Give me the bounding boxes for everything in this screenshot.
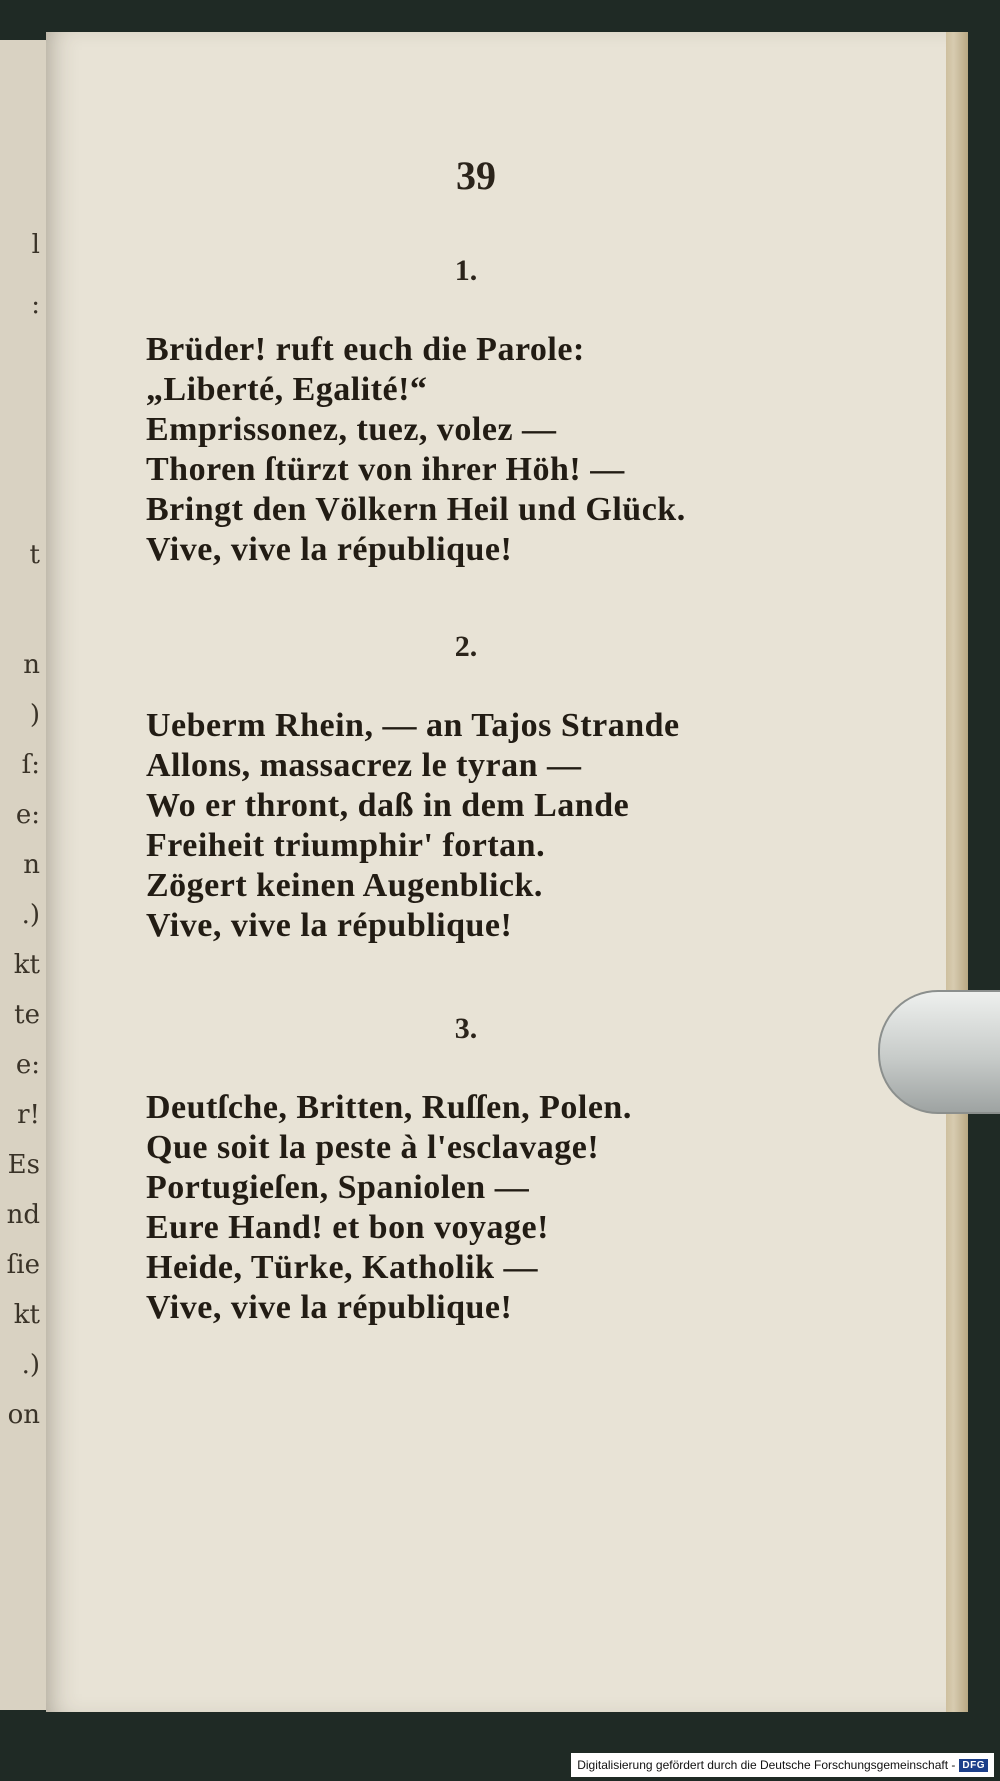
left-fragment: ) [29, 700, 40, 730]
left-fragment: Es [7, 1150, 40, 1180]
digitization-credit [571, 1753, 994, 1777]
left-fragment: ſie [6, 1250, 40, 1280]
verse-line: Freiheit triumphir' fortan. [146, 827, 546, 864]
dfg-logo: DFG [959, 1759, 988, 1772]
stanza-number: 3. [454, 1012, 478, 1045]
left-fragment: on [7, 1400, 40, 1430]
stanza-number: 1. [454, 254, 478, 287]
verse-line: Allons, massacrez le tyran — [146, 747, 582, 784]
verse-line: Wo er thront, daß in dem Lande [146, 787, 630, 824]
verse-line: Heide, Türke, Katholik — [146, 1249, 539, 1286]
left-fragment: kt [13, 1300, 40, 1330]
left-fragment: e: [15, 1050, 40, 1080]
left-fragment: r! [17, 1100, 40, 1130]
book-page [46, 32, 946, 1712]
page-number: 39 [456, 153, 496, 198]
left-fragment: : [31, 290, 40, 320]
verse-line: Bringt den Völkern Heil und Glück. [146, 491, 686, 528]
stanza-number: 2. [454, 630, 478, 663]
verse-line: Emprissonez, tuez, volez — [146, 411, 557, 448]
verse-line: Que soit la peste à l'esclavage! [146, 1129, 600, 1166]
left-fragment: t [29, 540, 40, 570]
left-fragment: n [23, 850, 40, 880]
stanza-2 [146, 630, 826, 946]
verse-line: Eure Hand! et bon voyage! [146, 1209, 549, 1246]
left-fragment: l [31, 230, 40, 260]
page-clip [878, 990, 1000, 1114]
credit-text: Digitalisierung gefördert durch die Deutsche Forschungsgemeinschaft - [577, 1758, 956, 1772]
verse-line: Thoren ſtürzt von ihrer Höh! — [146, 451, 625, 488]
verse-lines [146, 1088, 826, 1328]
verse-line: Zögert keinen Augenblick. [146, 867, 543, 904]
verse-line: Vive, vive la république! [146, 907, 513, 944]
verse-line: Deutſche, Britten, Ruſſen, Polen. [146, 1089, 632, 1126]
left-fragment: .) [21, 1350, 40, 1380]
left-fragment: e: [15, 800, 40, 830]
left-fragment: nd [6, 1200, 40, 1230]
verse-line: Vive, vive la république! [146, 1289, 513, 1326]
verse-line: Ueberm Rhein, — an Tajos Strande [146, 707, 680, 744]
verse-line: Brüder! ruft euch die Parole: [146, 331, 585, 368]
verse-line: „Liberté, Egalité!“ [146, 371, 428, 408]
left-page-edge [0, 40, 49, 1710]
verse-line: Vive, vive la république! [146, 531, 513, 568]
verse-lines [146, 330, 826, 570]
left-fragment: n [23, 650, 40, 680]
left-fragment: .) [21, 900, 40, 930]
verse-line: Portugieſen, Spaniolen — [146, 1169, 530, 1206]
left-fragment: te [14, 1000, 40, 1030]
left-fragment: ſ: [21, 750, 40, 780]
stanza-3 [146, 1012, 826, 1328]
left-fragment: kt [13, 950, 40, 980]
verse-lines [146, 706, 826, 946]
stanza-1 [146, 254, 826, 570]
